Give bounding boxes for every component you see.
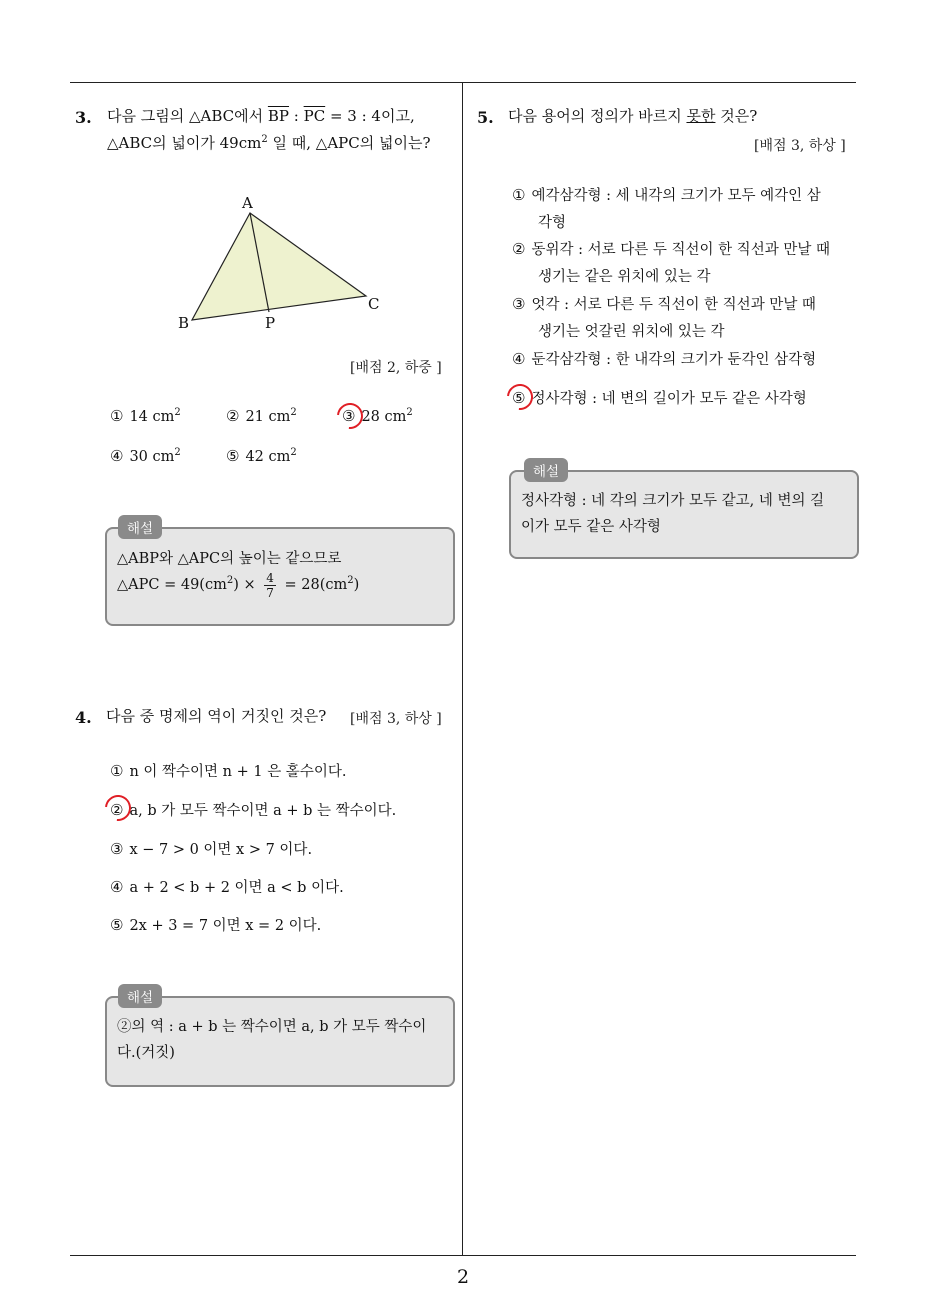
q3-choice-2[interactable] xyxy=(226,407,297,425)
question-5-text xyxy=(508,103,757,130)
q5-choice-2-line1: 동위각 : 서로 다른 두 직선이 한 직선과 만날 때 xyxy=(531,242,830,258)
q4-choice-4[interactable] xyxy=(110,876,344,897)
frac-num: 4 xyxy=(266,570,274,585)
q3-unit: cm xyxy=(238,134,262,152)
question-4-score: [배점 3, 하상 ] xyxy=(350,711,442,727)
q5-explanation-line2: 이가 모두 같은 사각형 xyxy=(521,519,661,535)
q3-choice-4[interactable] xyxy=(110,447,181,465)
q5-choice-2-line2: 생기는 같은 위치에 있는 각 xyxy=(538,269,711,285)
q4-choice-2[interactable] xyxy=(110,799,396,820)
q3-choice-5-val: 42 xyxy=(245,449,264,465)
q3-unit-exp: 2 xyxy=(261,134,268,145)
q3-choice-4-exp: 2 xyxy=(174,447,181,459)
q4-choice-5-text: 2x + 3 = 7 이면 x = 2 이다. xyxy=(129,918,322,934)
q5-choice-4-num: ④ xyxy=(512,350,526,368)
q3-choice-4-val: 30 xyxy=(129,449,148,465)
q5-text-b: 것은? xyxy=(715,107,758,125)
q4-choice-1-text: n 이 짝수이면 n + 1 은 홀수이다. xyxy=(129,764,347,780)
top-rule xyxy=(70,82,856,83)
q5-choice-3-num: ③ xyxy=(512,295,526,313)
q3-choice-1-exp: 2 xyxy=(174,407,181,419)
q3-explanation-tag: 해설 xyxy=(118,515,162,539)
q4-explanation-tag: 해설 xyxy=(118,984,162,1008)
q3-choice-1[interactable] xyxy=(110,407,181,425)
q5-text-underlined: 못한 xyxy=(686,107,716,125)
label-b: B xyxy=(178,314,190,332)
q5-choice-3-line2: 생기는 엇갈린 위치에 있는 각 xyxy=(538,324,725,340)
q3-choice-2-num: ② xyxy=(226,407,240,425)
q4-choice-1-num: ① xyxy=(110,762,124,780)
question-4-text: 다음 중 명제의 역이 거짓인 것은? xyxy=(106,707,327,725)
q5-choice-1-line2: 각형 xyxy=(538,215,567,231)
frac-den: 7 xyxy=(266,585,274,600)
question-5-score: [배점 3, 하상 ] xyxy=(754,138,846,154)
q3-exp-c: = 28(cm xyxy=(279,577,348,593)
q3-choice-1-num: ① xyxy=(110,407,124,425)
label-a: A xyxy=(242,194,253,212)
q3-exp-close: ) xyxy=(353,577,360,593)
q4-explanation-line2: 다.(거짓) xyxy=(117,1045,175,1061)
q3-choice-3-unit: cm xyxy=(384,409,407,425)
q5-choice-1[interactable] xyxy=(512,182,852,237)
q3-sep: : xyxy=(289,107,304,125)
q5-choice-3[interactable] xyxy=(512,291,852,346)
question-5-number: 5. xyxy=(477,108,494,127)
q5-choice-1-line1: 예각삼각형 : 세 내각의 크기가 모두 예각인 삼 xyxy=(531,188,821,204)
q5-explanation-line1: 정사각형 : 네 각의 크기가 모두 같고, 네 변의 길 xyxy=(521,493,825,509)
q3-choice-5-unit: cm xyxy=(268,449,291,465)
label-p: P xyxy=(265,314,276,332)
q3-choice-4-num: ④ xyxy=(110,447,124,465)
q3-line2-b: 일 때, △APC의 넓이는? xyxy=(267,134,431,152)
q3-choice-5[interactable] xyxy=(226,447,297,465)
q3-ratio: = 3 : 4이고, xyxy=(325,107,415,125)
q3-choice-4-unit: cm xyxy=(152,449,175,465)
q4-choice-5[interactable] xyxy=(110,914,321,935)
question-4-number: 4. xyxy=(75,708,92,727)
q3-exp-sq1: 2 xyxy=(226,575,234,587)
q4-choice-5-num: ⑤ xyxy=(110,916,124,934)
segment-pc: $\overline{PC}$ xyxy=(303,107,326,125)
q3-choice-3-val: 28 xyxy=(361,409,380,425)
q5-choice-5[interactable] xyxy=(512,385,852,413)
q3-explanation-line1: △ABP와 △APC의 높이는 같으므로 xyxy=(117,551,342,567)
answer-mark-circle xyxy=(100,790,137,827)
page-number: 2 xyxy=(456,1266,470,1288)
q3-choice-1-val: 14 xyxy=(129,409,148,425)
q3-choice-3-num: ③ xyxy=(342,407,356,425)
q3-text-a: 다음 그림의 △ABC에서 xyxy=(107,107,268,125)
q3-line2-a: △ABC의 넓이가 49 xyxy=(107,134,239,152)
q3-choice-5-exp: 2 xyxy=(290,447,297,459)
label-c: C xyxy=(368,295,380,313)
q5-choice-4[interactable] xyxy=(512,346,852,374)
q3-choice-5-num: ⑤ xyxy=(226,447,240,465)
q4-choice-4-num: ④ xyxy=(110,878,124,896)
q4-choice-2-text: a, b 가 모두 짝수이면 a + b 는 짝수이다. xyxy=(129,803,397,819)
question-3-score: [배점 2, 하중 ] xyxy=(350,360,442,376)
q3-exp-b: ) × xyxy=(233,577,261,593)
q5-choice-5-line1: 정사각형 : 네 변의 길이가 모두 같은 사각형 xyxy=(531,391,807,407)
segment-bp: $\overline{BP}$ xyxy=(267,107,290,125)
q5-choice-5-num: ⑤ xyxy=(512,389,526,407)
q5-choice-4-line1: 둔각삼각형 : 한 내각의 크기가 둔각인 삼각형 xyxy=(531,352,817,368)
q4-choice-1[interactable] xyxy=(110,760,346,781)
q4-choice-3[interactable] xyxy=(110,838,312,859)
question-3-number: 3. xyxy=(75,108,92,127)
q5-choice-2[interactable] xyxy=(512,236,852,291)
q5-choice-3-line1: 엇각 : 서로 다른 두 직선이 한 직선과 만날 때 xyxy=(531,297,816,313)
fraction-4-7 xyxy=(264,571,276,600)
q4-choice-3-num: ③ xyxy=(110,840,124,858)
q4-choice-3-text: x − 7 > 0 이면 x > 7 이다. xyxy=(129,842,313,858)
question-3-line1 xyxy=(107,103,415,130)
q4-explanation-line1: ②의 역 : a + b 는 짝수이면 a, b 가 모두 짝수이 xyxy=(117,1019,427,1035)
q3-choice-2-unit: cm xyxy=(268,409,291,425)
q3-choice-2-exp: 2 xyxy=(290,407,297,419)
answer-mark-circle xyxy=(332,398,369,435)
column-divider xyxy=(462,82,463,1255)
q3-choice-1-unit: cm xyxy=(152,409,175,425)
q4-choice-4-text: a + 2 < b + 2 이면 a < b 이다. xyxy=(129,880,344,896)
bottom-rule xyxy=(70,1255,856,1256)
q5-text-a: 다음 용어의 정의가 바르지 xyxy=(508,107,687,125)
q3-choice-2-val: 21 xyxy=(245,409,264,425)
q3-exp-sq2: 2 xyxy=(347,575,354,587)
q5-choice-2-num: ② xyxy=(512,240,526,258)
q5-choice-1-num: ① xyxy=(512,186,526,204)
triangle-abc xyxy=(192,213,366,320)
triangle-figure xyxy=(180,195,390,335)
question-3-line2 xyxy=(107,130,431,157)
q5-explanation-tag: 해설 xyxy=(524,458,568,482)
q4-choice-2-num: ② xyxy=(110,801,124,819)
q3-explanation-line2 xyxy=(117,568,359,602)
q3-choice-3-exp: 2 xyxy=(406,407,413,419)
q3-exp-a: △APC = 49(cm xyxy=(117,577,227,593)
